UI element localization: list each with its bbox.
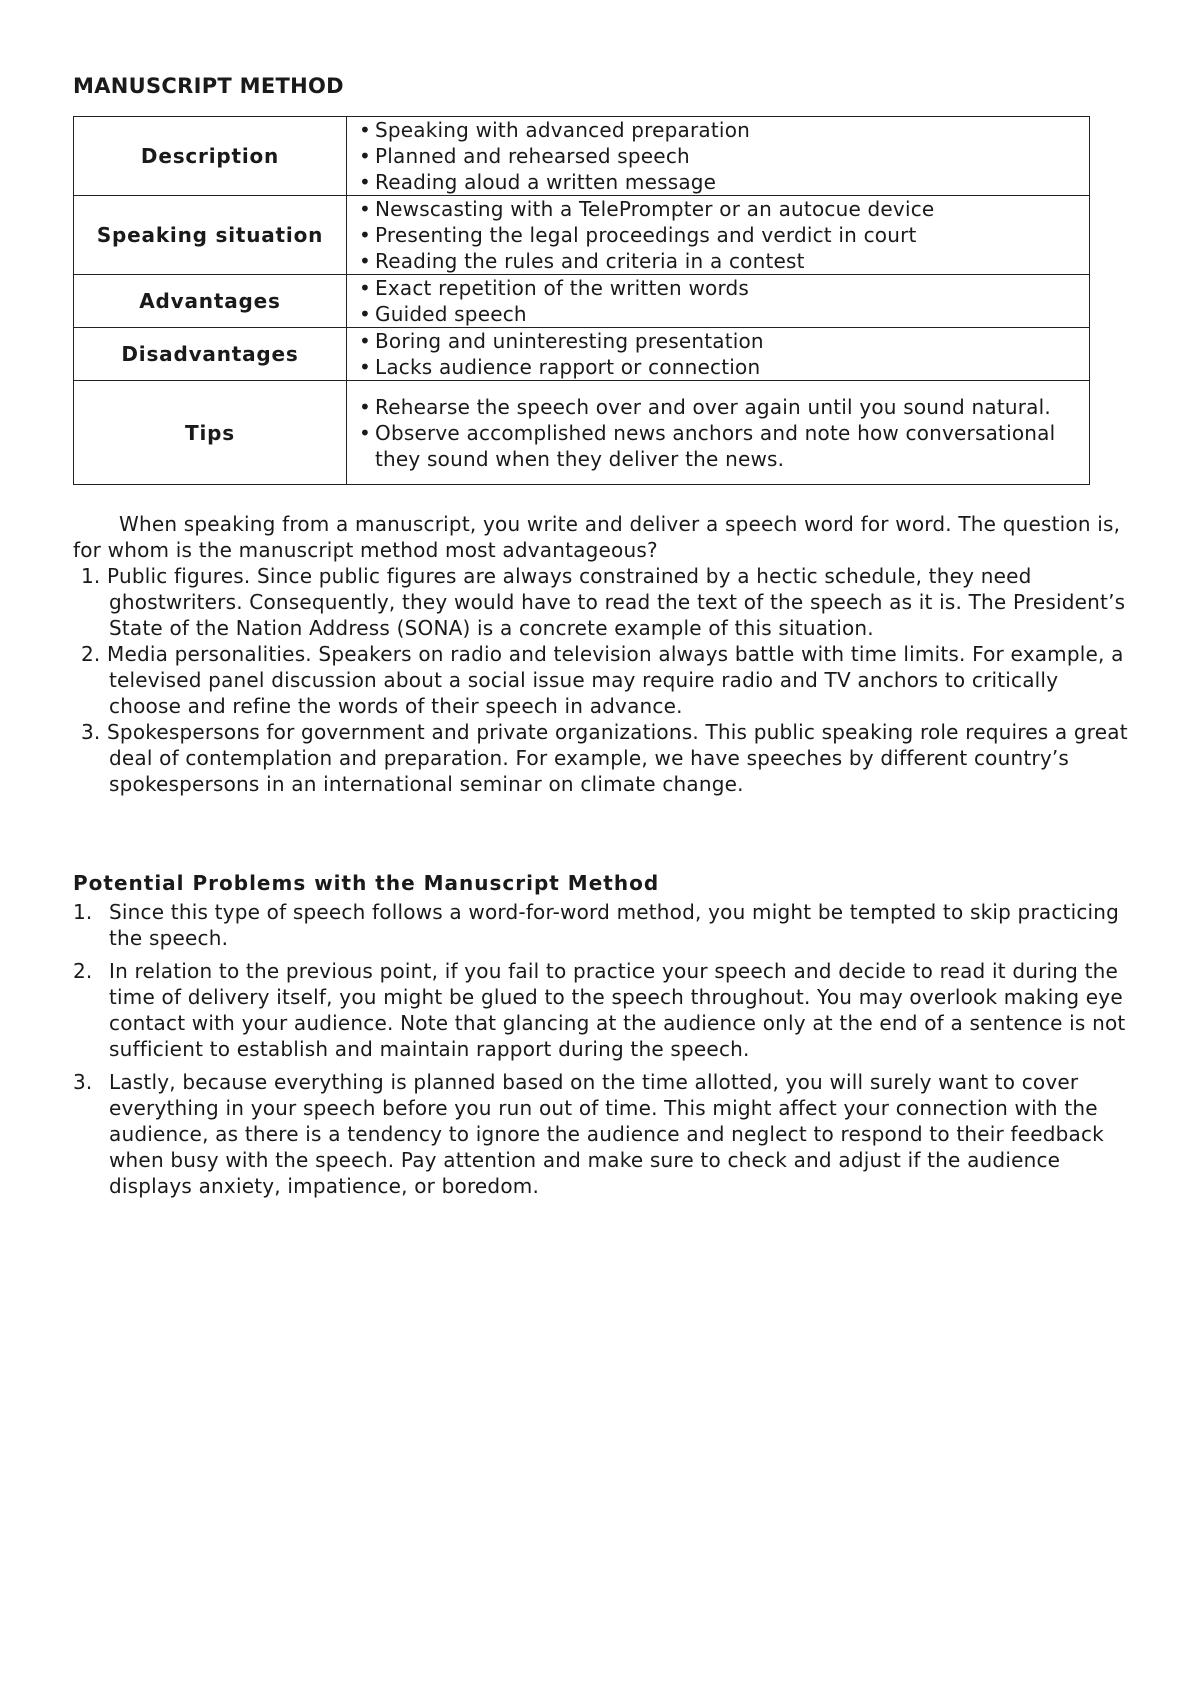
row-label: Tips bbox=[74, 381, 347, 485]
list-item: • Lacks audience rapport or connection bbox=[359, 355, 761, 379]
list-item: • Observe accomplished news anchors and note how conversational they sound when they deliver the news. bbox=[359, 420, 1056, 471]
intro-paragraph: When speaking from a manuscript, you write and deliver a speech word for word. The question is, for whom is the manuscript method most advantageous? bbox=[73, 512, 1121, 562]
list-text: Since this type of speech follows a word-for-word method, you might be tempted to skip practicing the speech. bbox=[109, 900, 1120, 950]
list-item: • Speaking with advanced preparation bbox=[359, 118, 751, 142]
table-row-description bbox=[74, 117, 1090, 196]
list-item: • Planned and rehearsed speech bbox=[359, 144, 690, 168]
list-item: • Presenting the legal proceedings and verdict in court bbox=[359, 223, 917, 247]
list-item: • Reading the rules and criteria in a contest bbox=[359, 249, 805, 273]
table-row-disadvantages bbox=[74, 328, 1090, 381]
list-item: • Guided speech bbox=[359, 302, 527, 326]
row-label: Speaking situation bbox=[74, 196, 347, 275]
table-row-advantages bbox=[74, 275, 1090, 328]
list-text: Lastly, because everything is planned based on the time allotted, you will surely want to cover everything in your speech before you run out of time. This might affect your connection with the audience, as there is a tendency to ignore the audience and neglect to respond to their feedback when busy with the speech. Pay attention and make sure to check and adjust if the audience displays anxiety, impatience, or boredom. bbox=[109, 1070, 1104, 1198]
list-item bbox=[73, 899, 1133, 951]
list-item: • Rehearse the speech over and over again until you sound natural. bbox=[359, 394, 1051, 419]
row-label: Disadvantages bbox=[74, 328, 347, 381]
list-item: 1. Public figures. Since public figures are always constrained by a hectic schedule, they need ghostwriters. Consequently, they would have to read the text of the speech as it is. The President’s State of the Nation Address (SONA) is a concrete example of this situation. bbox=[81, 564, 1126, 640]
list-item: • Boring and uninteresting presentation bbox=[359, 329, 764, 353]
row-label: Description bbox=[74, 117, 347, 196]
list-item: • Exact repetition of the written words bbox=[359, 276, 750, 300]
section-heading: Potential Problems with the Manuscript Method bbox=[73, 871, 660, 895]
list-text: In relation to the previous point, if you fail to practice your speech and decide to read it during the time of delivery itself, you might be glued to the speech throughout. You may overlook making eye contact with your audience. Note that glancing at the audience only at the end of a sentence is not sufficient to establish and maintain rapport during the speech. bbox=[109, 959, 1126, 1061]
list-number: 2. bbox=[73, 959, 93, 983]
document-page bbox=[73, 72, 1133, 1206]
list-item: 3. Spokespersons for government and private organizations. This public speaking role requires a great deal of contemplation and preparation. For example, we have speeches by different country’s spokespersons in an international seminar on climate change. bbox=[81, 720, 1128, 796]
list-number: 3. bbox=[73, 1070, 93, 1094]
list-item bbox=[73, 958, 1133, 1062]
page-title: MANUSCRIPT METHOD bbox=[73, 74, 344, 98]
method-table bbox=[73, 116, 1090, 485]
list-item: 2. Media personalities. Speakers on radio and television always battle with time limits. For example, a televised panel discussion about a social issue may require radio and TV anchors to critically choose and refine the words of their speech in advance. bbox=[81, 642, 1124, 718]
table-row-speaking-situation bbox=[74, 196, 1090, 275]
uses-list bbox=[73, 563, 1133, 797]
row-label: Advantages bbox=[74, 275, 347, 328]
table-row-tips bbox=[74, 381, 1090, 485]
problems-list bbox=[73, 899, 1133, 1199]
list-item: • Reading aloud a written message bbox=[359, 170, 717, 194]
list-item bbox=[73, 1069, 1133, 1199]
list-item: • Newscasting with a TelePrompter or an autocue device bbox=[359, 197, 935, 221]
list-number: 1. bbox=[73, 900, 93, 924]
